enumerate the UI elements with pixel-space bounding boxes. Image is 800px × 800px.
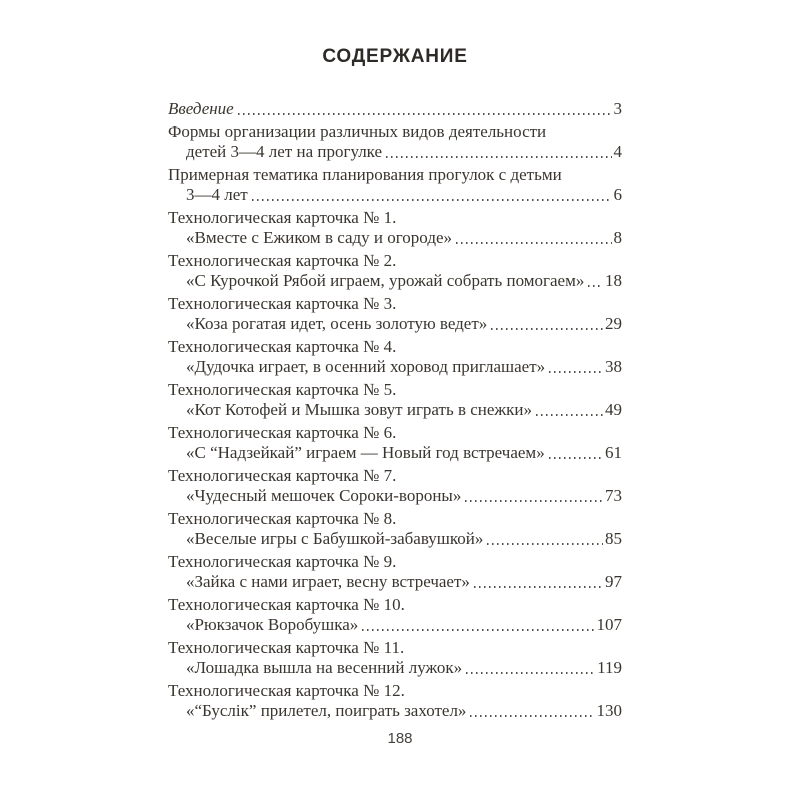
toc-entry	[168, 509, 622, 549]
toc-entry-leader-line	[168, 400, 622, 420]
toc-entry-leader-line	[168, 314, 622, 334]
toc-entry-leader-line	[168, 486, 622, 506]
toc-page-number: 8	[613, 228, 622, 247]
toc-entry	[168, 251, 622, 291]
toc-entry	[168, 122, 622, 162]
toc-entry	[168, 294, 622, 334]
toc-page-number: 97	[605, 572, 622, 591]
dot-leader	[466, 672, 595, 674]
toc-entry	[168, 595, 622, 635]
toc-entry	[168, 638, 622, 678]
dot-leader	[491, 328, 603, 330]
toc-entry	[168, 466, 622, 506]
dot-leader	[456, 242, 611, 244]
toc-entry	[168, 552, 622, 592]
toc-entry-text: «Дудочка играет, в осенний хоровод приглашает»	[186, 357, 546, 376]
toc-list	[168, 99, 622, 724]
toc-entry-leader-line	[168, 615, 622, 635]
toc-entry-text: 3—4 лет	[186, 185, 248, 204]
toc-page-number: 38	[605, 357, 622, 376]
toc-entry	[168, 681, 622, 721]
dot-leader	[474, 586, 603, 588]
toc-page-number: 49	[605, 400, 622, 419]
toc-entry-text: Технологическая карточка № 12.	[168, 681, 405, 700]
toc-page-number: 107	[596, 615, 622, 634]
dot-leader	[362, 629, 594, 631]
page-title: СОДЕРЖАНИЕ	[322, 46, 468, 67]
dot-leader	[470, 715, 594, 717]
toc-entry-text: «“Буслік” прилетел, поиграть захотел»	[186, 701, 467, 720]
dot-leader	[238, 113, 612, 115]
toc-entry-text: «Веселые игры с Бабушкой-забавушкой»	[186, 529, 484, 548]
toc-page-number: 85	[605, 529, 622, 548]
toc-entry-leader-line	[168, 443, 622, 463]
dot-leader	[549, 371, 603, 373]
dot-leader	[386, 156, 611, 158]
toc-entry-text: Технологическая карточка № 8.	[168, 509, 397, 528]
dot-leader	[252, 199, 612, 201]
toc-entry-text: Формы организации различных видов деятельности	[168, 122, 547, 141]
toc-page-number: 4	[613, 142, 622, 161]
toc-entry-text: «Коза рогатая идет, осень золотую ведет»	[186, 314, 488, 333]
toc-entry-text: «С Курочкой Рябой играем, урожай собрать помогаем»	[186, 271, 585, 290]
toc-page-number: 119	[597, 658, 622, 677]
toc-entry-text: Технологическая карточка № 3.	[168, 294, 397, 313]
toc-entry-text: Технологическая карточка № 6.	[168, 423, 397, 442]
toc-page-number: 18	[605, 271, 622, 290]
toc-entry-leader-line	[168, 357, 622, 377]
dot-leader	[465, 500, 603, 502]
toc-entry-text: «Чудесный мешочек Сороки-вороны»	[186, 486, 462, 505]
toc-entry-text: Технологическая карточка № 2.	[168, 251, 397, 270]
toc-entry-leader-line	[168, 572, 622, 592]
dot-leader	[549, 457, 603, 459]
dot-leader	[588, 285, 603, 287]
toc-entry-text: Технологическая карточка № 1.	[168, 208, 397, 227]
toc-entry	[168, 208, 622, 248]
toc-page-number: 6	[613, 185, 622, 204]
toc-entry-leader-line	[168, 701, 622, 721]
toc-entry-text: «Вместе с Ежиком в саду и огороде»	[186, 228, 453, 247]
toc-entry-text: Технологическая карточка № 11.	[168, 638, 405, 657]
toc-entry	[168, 423, 622, 463]
dot-leader	[536, 414, 603, 416]
footer-page-number: 188	[387, 730, 413, 747]
toc-entry-leader-line	[168, 142, 622, 162]
toc-entry-text: «Зайка с нами играет, весну встречает»	[186, 572, 470, 591]
toc-page-number: 130	[596, 701, 622, 720]
toc-entry-text: Примерная тематика планирования прогулок с детьми	[168, 165, 562, 184]
toc-entry-leader-line	[168, 185, 622, 205]
toc-entry	[168, 99, 622, 119]
dot-leader	[487, 543, 603, 545]
toc-entry-text: Технологическая карточка № 7.	[168, 466, 397, 485]
toc-entry-text: «Рюкзачок Воробушка»	[186, 615, 359, 634]
toc-entry-text: Введение	[168, 99, 234, 118]
toc-entry-leader-line	[168, 271, 622, 291]
toc-entry	[168, 165, 622, 205]
toc-page-number: 29	[605, 314, 622, 333]
toc-entry-leader-line	[168, 228, 622, 248]
toc-entry-leader-line	[168, 529, 622, 549]
toc-entry-leader-line	[168, 658, 622, 678]
toc-entry	[168, 380, 622, 420]
toc-entry-text: Технологическая карточка № 10.	[168, 595, 405, 614]
toc-page-number: 3	[613, 99, 622, 118]
toc-entry-text: Технологическая карточка № 4.	[168, 337, 397, 356]
toc-page-number: 61	[605, 443, 622, 462]
toc-entry-text: «Кот Котофей и Мышка зовут играть в снежки»	[186, 400, 533, 419]
toc-entry-text: детей 3—4 лет на прогулке	[186, 142, 383, 161]
toc-entry-text: Технологическая карточка № 5.	[168, 380, 397, 399]
toc-entry-leader-line	[168, 99, 622, 119]
toc-entry-text: «С “Надзейкай” играем — Новый год встречаем»	[186, 443, 545, 462]
toc-page-number: 73	[605, 486, 622, 505]
toc-entry-text: Технологическая карточка № 9.	[168, 552, 397, 571]
toc-entry-text: «Лошадка вышла на весенний лужок»	[186, 658, 463, 677]
toc-entry	[168, 337, 622, 377]
